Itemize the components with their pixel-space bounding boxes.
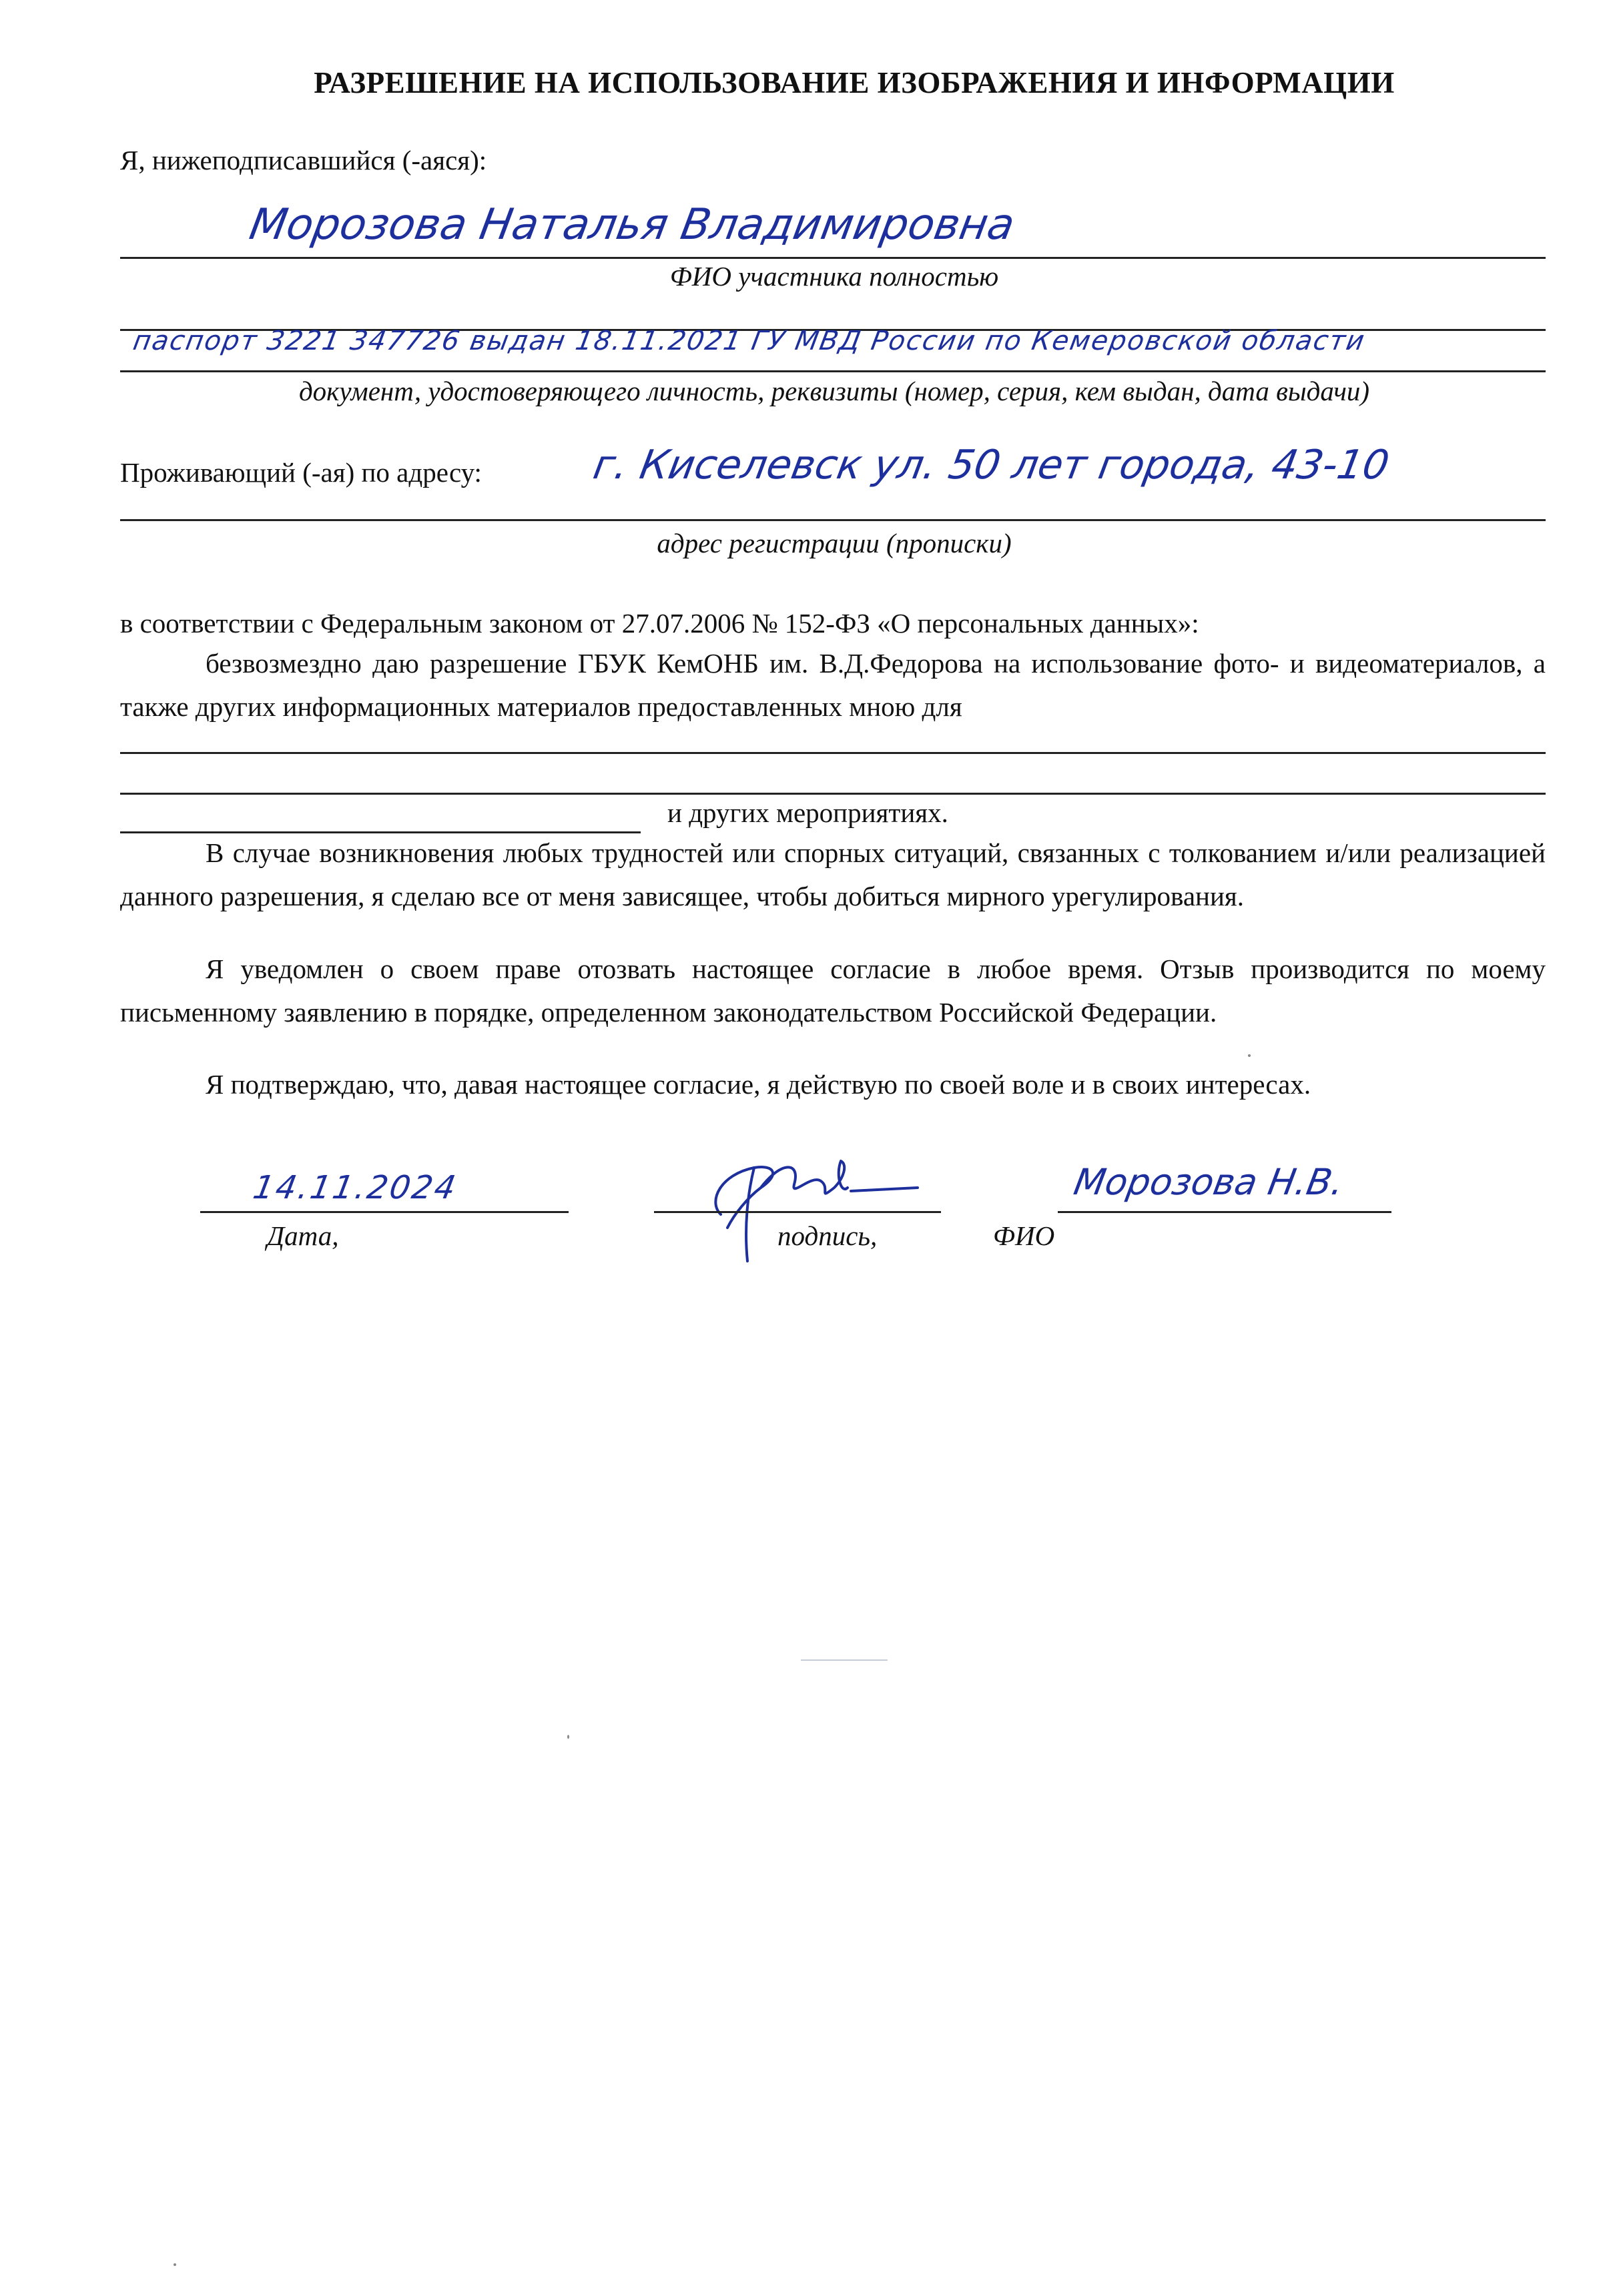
permission-paragraph: безвозмездно даю разрешение ГБУК КемОНБ им. В.Д.Федорова на использование фото- и видеоматериалов, а также других информационных материалов предоставленных мною для	[120, 648, 1546, 722]
address-label: Проживающий (-ая) по адресу:	[120, 457, 482, 488]
fio-short-caption: ФИО	[993, 1220, 1055, 1251]
confirm-paragraph: Я подтверждаю, что, давая настоящее согласие, я действую по своей воле и в своих интересах.	[206, 1069, 1311, 1100]
document-title: РАЗРЕШЕНИЕ НА ИСПОЛЬЗОВАНИЕ ИЗОБРАЖЕНИЯ И ИНФОРМАЦИИ	[314, 66, 1395, 99]
scan-speck	[174, 2263, 176, 2266]
fio-line	[120, 257, 1546, 259]
scan-artifact	[801, 1659, 888, 1661]
disputes-paragraph: В случае возникновения любых трудностей или спорных ситуаций, связанных с толкованием и/или реализацией данного разрешения, я сделаю все от меня зависящее, чтобы добиться мирного урегулирования.	[120, 837, 1546, 911]
doc-line	[120, 370, 1546, 372]
address-caption: адрес регистрации (прописки)	[657, 528, 1012, 558]
fio-short-line	[1058, 1211, 1391, 1213]
fio-handwritten: Морозова Наталья Владимировна	[246, 200, 1018, 250]
date-caption: Дата,	[267, 1220, 339, 1251]
address-handwritten: г. Киселевск ул. 50 лет города, 43-10	[589, 442, 1393, 488]
law-line: в соответствии с Федеральным законом от 27.07.2006 № 152-ФЗ «О персональных данных»:	[120, 608, 1199, 639]
address-line	[120, 519, 1546, 521]
signature-caption: подпись,	[777, 1220, 878, 1251]
date-line	[200, 1211, 569, 1213]
fio-caption: ФИО участника полностью	[669, 261, 999, 292]
scan-speck	[567, 1735, 569, 1739]
doc-handwritten: паспорт 3221 347726 выдан 18.11.2021 ГУ МВД России по Кемеровской области	[130, 326, 1368, 356]
signature-line	[654, 1211, 941, 1213]
doc-caption: документ, удостоверяющего личность, реквизиты (номер, серия, кем выдан, дата выдачи)	[298, 376, 1370, 406]
intro-line: Я, нижеподписавшийся (-аяся):	[120, 145, 487, 175]
scan-speck	[1248, 1054, 1251, 1057]
date-handwritten: 14.11.2024	[250, 1169, 460, 1206]
revoke-paragraph: Я уведомлен о своем праве отозвать настоящее согласие в любое время. Отзыв производится по моему письменному заявлению в порядке, определенном законодательством Российской Федерации.	[120, 953, 1546, 1028]
fio-short-handwritten: Морозова Н.В.	[1070, 1161, 1347, 1203]
other-events-text: и других мероприятиях.	[667, 797, 948, 828]
blank-line-1	[120, 752, 1546, 754]
